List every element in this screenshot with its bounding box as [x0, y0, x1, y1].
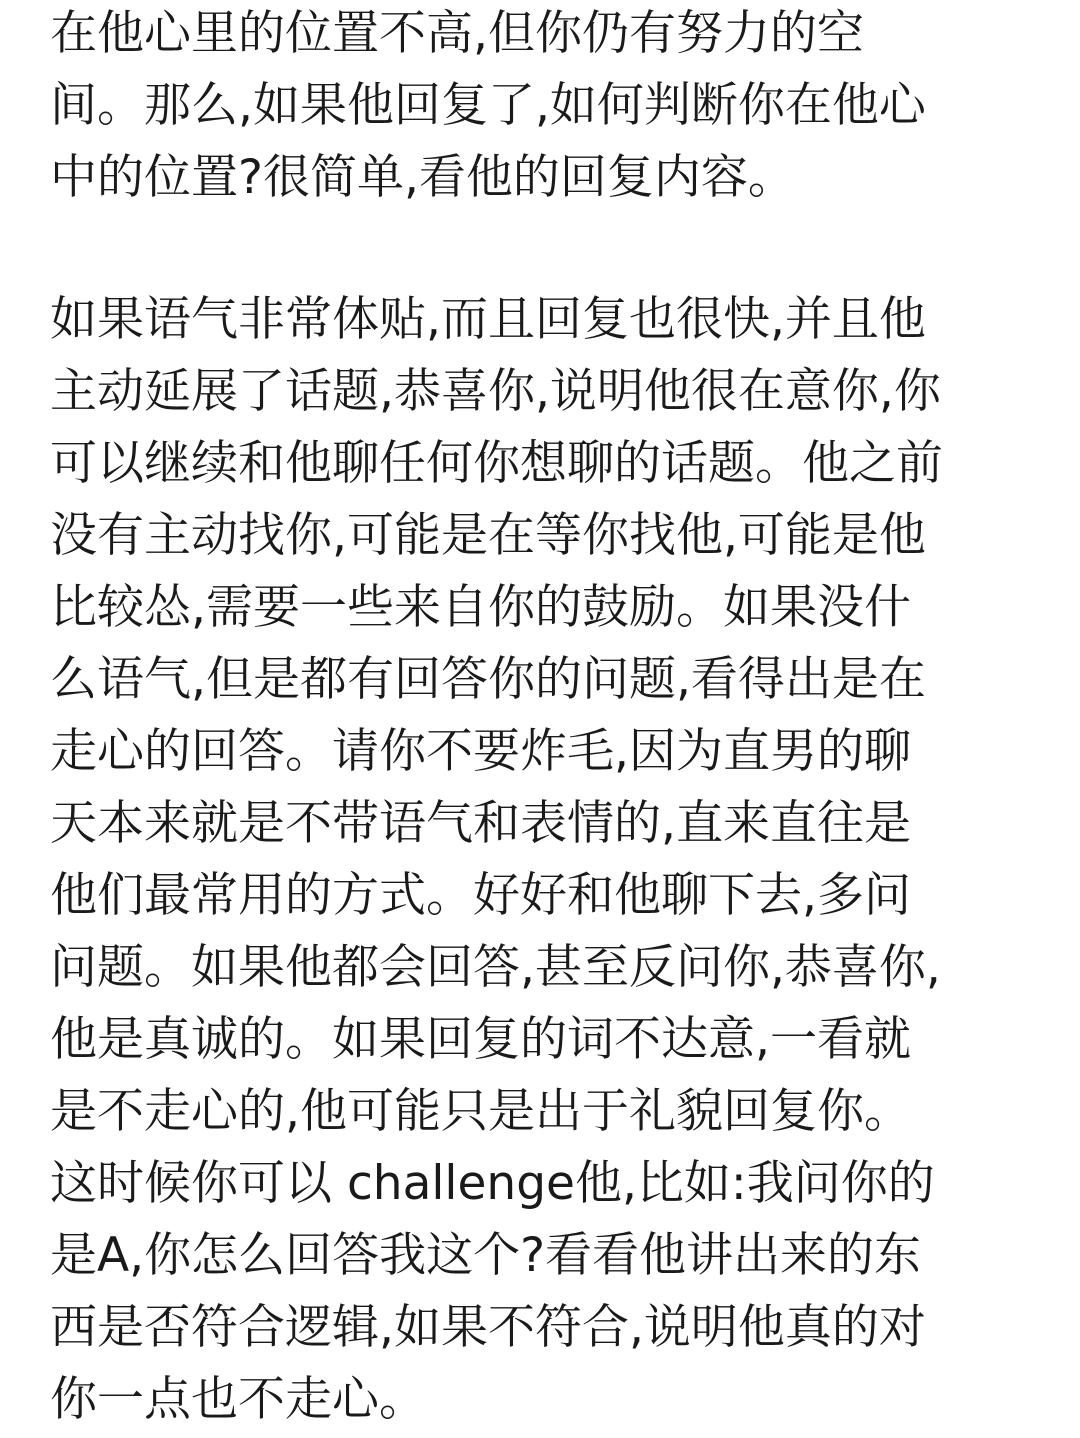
- text-line: 天本来就是不带语气和表情的,直来直往是: [50, 796, 911, 851]
- text-line: 主动延展了话题,恭喜你,说明他很在意你,你: [50, 364, 941, 419]
- text-line: 么语气,但是都有回答你的问题,看得出是在: [50, 652, 926, 707]
- paragraph-1: [50, 0, 1040, 214]
- text-line: 你一点也不走心。: [50, 1372, 426, 1427]
- text-line: 是不走心的,他可能只是出于礼貌回复你。: [50, 1084, 911, 1139]
- text-line: 这时候你可以 challenge他,比如:我问你的: [50, 1156, 935, 1211]
- text-line: 间。那么,如果他回复了,如何判断你在他心: [50, 78, 926, 133]
- text-line: 西是否符合逻辑,如果不符合,说明他真的对: [50, 1300, 926, 1355]
- text-line: 可以继续和他聊任何你想聊的话题。他之前: [50, 436, 943, 491]
- text-line: 在他心里的位置不高,但你仍有努力的空: [50, 6, 864, 61]
- text-line: 没有主动找你,可能是在等你找他,可能是他: [50, 508, 926, 563]
- text-line: 中的位置?很简单,看他的回复内容。: [50, 150, 795, 205]
- text-line: 是A,你怎么回答我这个?看看他讲出来的东: [50, 1228, 922, 1283]
- text-line: 问题。如果他都会回答,甚至反问你,恭喜你,: [50, 940, 941, 995]
- text-line: 他们最常用的方式。好好和他聊下去,多问: [50, 868, 911, 923]
- paragraph-2: [50, 284, 1040, 1436]
- text-line: 比较怂,需要一些来自你的鼓励。如果没什: [50, 580, 911, 635]
- text-line: 他是真诚的。如果回复的词不达意,一看就: [50, 1012, 911, 1067]
- text-line: 走心的回答。请你不要炸毛,因为直男的聊: [50, 724, 911, 779]
- text-line: 如果语气非常体贴,而且回复也很快,并且他: [50, 292, 926, 347]
